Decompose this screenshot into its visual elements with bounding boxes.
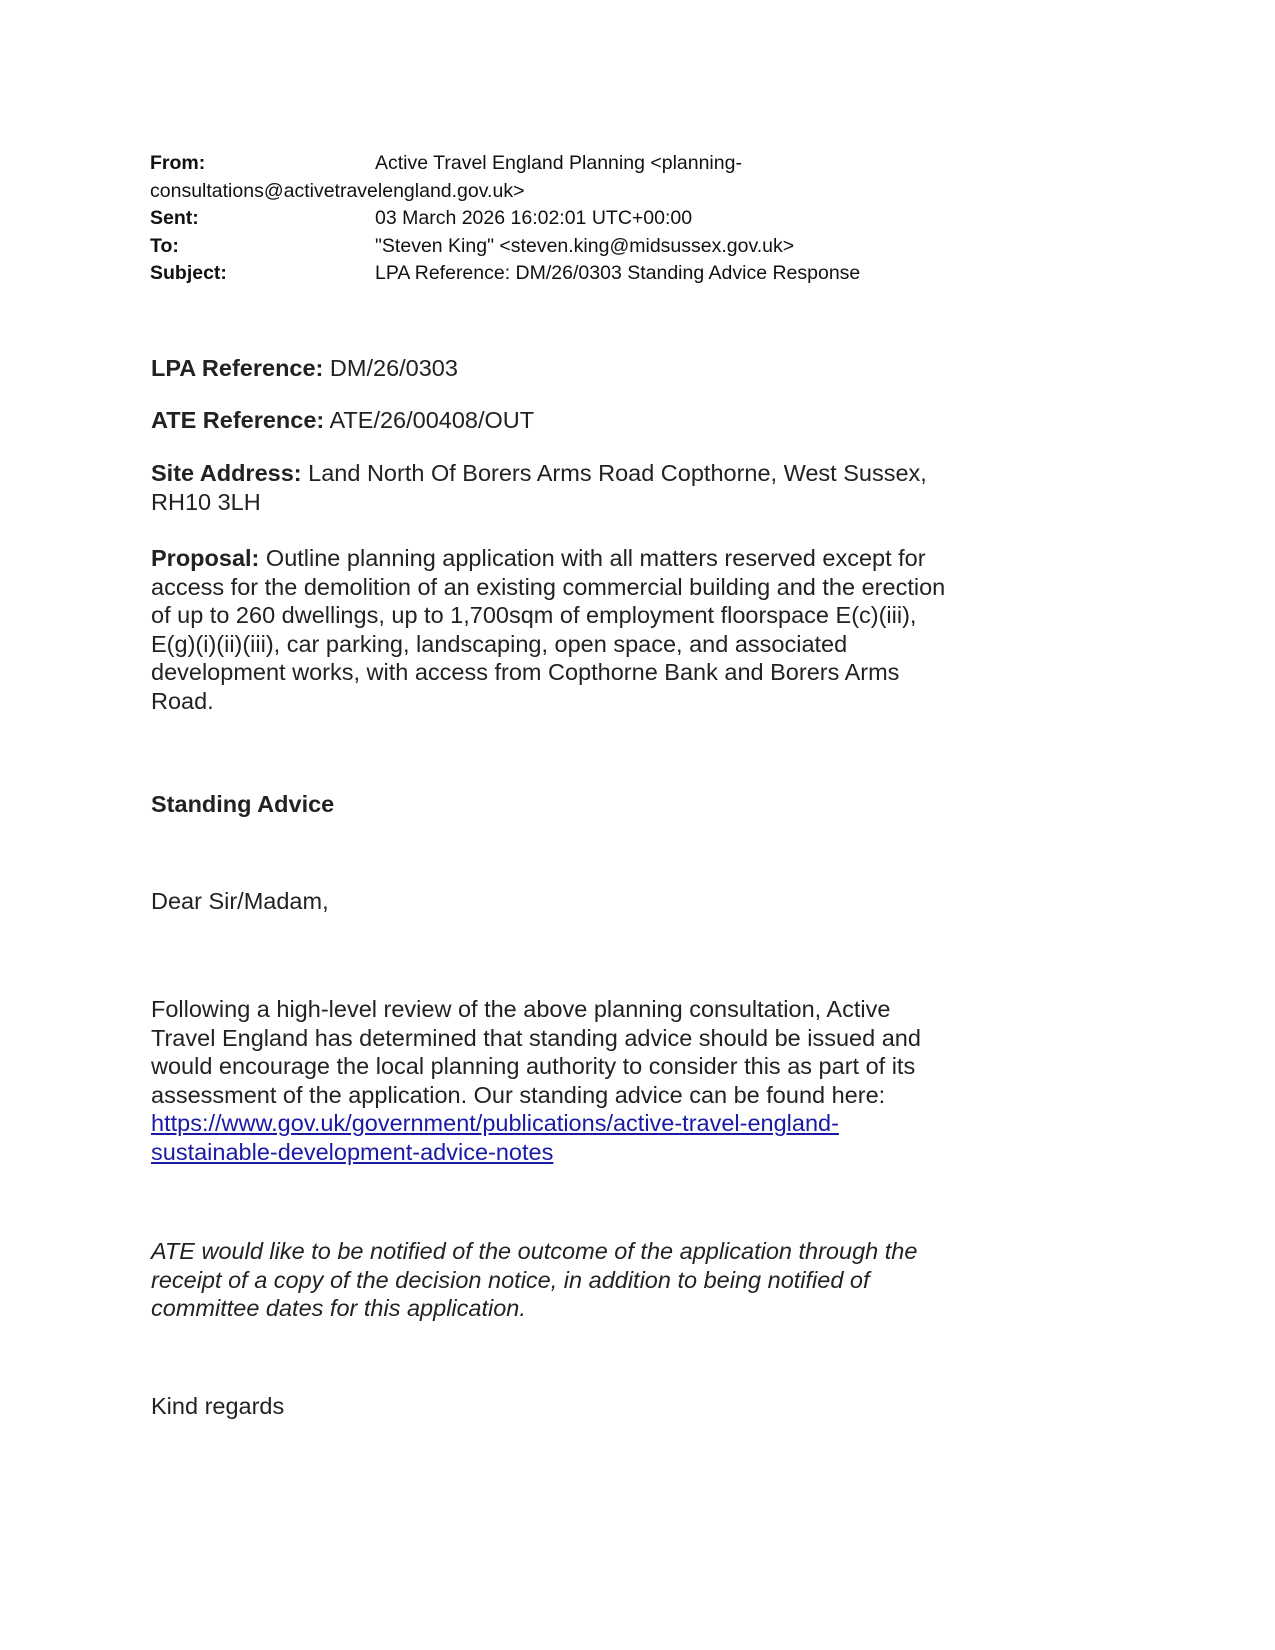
following-line: Following a high-level review of the above planning consultation, Active <box>151 996 891 1022</box>
proposal-line: E(g)(i)(ii)(iii), car parking, landscaping, open space, and associated <box>151 630 848 657</box>
advice-notes-link[interactable] <box>151 1110 839 1165</box>
lpa-reference <box>151 354 1011 383</box>
following-line: Travel England has determined that standing advice should be issued and <box>151 1024 921 1051</box>
notify-line: receipt of a copy of the decision notice, in addition to being notified of <box>151 1266 870 1293</box>
subject-label: Subject: <box>150 262 227 285</box>
site-address-value-line2: RH10 3LH <box>151 488 261 515</box>
following-line: assessment of the application. Our standing advice can be found here: <box>151 1081 886 1108</box>
to-row <box>150 233 1010 261</box>
notification-request <box>151 1237 1011 1323</box>
to-value: "Steven King" <steven.king@midsussex.gov.uk> <box>375 234 795 257</box>
to-label: To: <box>150 234 179 257</box>
subject-value: LPA Reference: DM/26/0303 Standing Advice Response <box>375 262 861 285</box>
proposal-line: of up to 260 dwellings, up to 1,700sqm of employment floorspace E(c)(iii), <box>151 602 917 629</box>
proposal-line: development works, with access from Copthorne Bank and Borers Arms <box>151 659 900 686</box>
advice-notes-link-line1[interactable]: https://www.gov.uk/government/publications/active-travel-england- <box>151 1110 839 1137</box>
subject-row <box>150 260 1010 288</box>
ate-reference-value: ATE/26/00408/OUT <box>324 407 535 433</box>
proposal-line: Outline planning application with all matters reserved except for <box>259 545 926 571</box>
advice-notes-link-line2[interactable]: sustainable-development-advice-notes <box>151 1138 554 1165</box>
following-line: would encourage the local planning authority to consider this as part of its <box>151 1053 916 1080</box>
sent-value: 03 March 2026 16:02:01 UTC+00:00 <box>375 207 693 230</box>
greeting: Dear Sir/Madam, <box>151 888 329 914</box>
sent-row <box>150 205 1010 233</box>
sign-off: Kind regards <box>151 1393 285 1419</box>
from-value-line1: Active Travel England Planning <planning- <box>375 152 742 174</box>
email-header <box>150 150 1010 288</box>
site-address-label: Site Address: <box>151 460 302 486</box>
site-address <box>151 459 1011 516</box>
notify-line: ATE would like to be notified of the outcome of the application through the <box>151 1238 918 1264</box>
ate-reference-label: ATE Reference: <box>151 407 325 433</box>
following-paragraph <box>151 995 1011 1167</box>
proposal-line: Road. <box>151 687 214 714</box>
ate-reference <box>151 406 1011 435</box>
proposal-label: Proposal: <box>151 545 260 571</box>
from-row <box>150 150 1010 178</box>
standing-advice-heading: Standing Advice <box>151 791 335 817</box>
from-row-continuation <box>150 178 1010 206</box>
sent-label: Sent: <box>150 207 199 230</box>
from-label: From: <box>150 152 206 174</box>
from-value-line2: consultations@activetravelengland.gov.uk> <box>150 179 525 202</box>
proposal <box>151 544 1011 716</box>
notify-line: committee dates for this application. <box>151 1295 526 1322</box>
lpa-reference-label: LPA Reference: <box>151 355 324 381</box>
site-address-value-line1: Land North Of Borers Arms Road Copthorne, West Sussex, <box>301 460 927 486</box>
lpa-reference-value: DM/26/0303 <box>323 355 458 381</box>
proposal-line: access for the demolition of an existing commercial building and the erection <box>151 573 946 600</box>
